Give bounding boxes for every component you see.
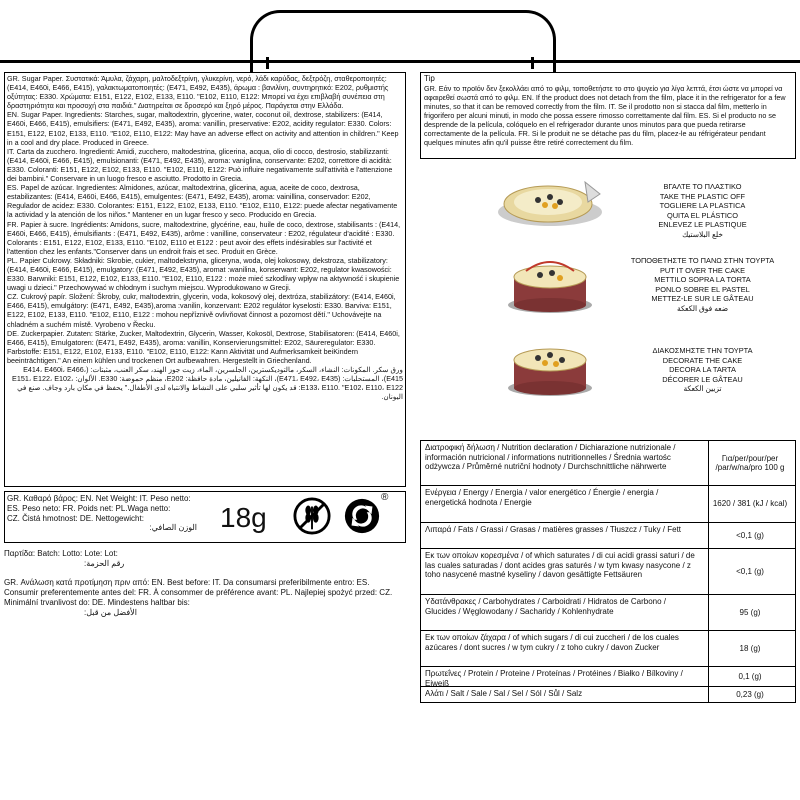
net-weight-line: GR. Καθαρό βάρος: EN. Net Weight: IT. Peso netto:	[7, 494, 191, 503]
nutrition-row	[421, 486, 795, 523]
registered-mark: ®	[381, 492, 389, 503]
net-weight-value: 18g	[220, 502, 267, 533]
batch-block	[4, 549, 404, 569]
nutrition-label: Υδατάνθρακες / Carbohydrates / Carboidrati / Hidratos de Carbono / Glucides / Węglowodany / Sacharidy / Kohlenhydrate	[425, 597, 667, 616]
nutrition-row	[421, 523, 795, 549]
step-3-ar: تزيين الكعكة	[683, 384, 722, 393]
ingredients-cz: CZ. Cukrový papír. Složení: Škroby, cukr, maltodextrin, glycerin, voda, kokosový olej, dextróza, stabilizátory: (E414, E460i, E466, E415), emulgátory: (E471, E492, E435),aroma :vanilin, konzervant: E202 regulátor kyselosti: E330. Barviva: E151, E122, E102, E133, E110. "E102, E110, E122 : mohou nepříznivě ovlivňovat činnost a pozornost dětí." Uchovávejte na chladném a suchém místě. Vyrobeno v Řecku.	[7, 292, 396, 329]
ingredients-box	[4, 72, 406, 487]
step-3-line: DÉCORER LE GÂTEAU	[662, 374, 743, 384]
step-3-line: DECORA LA TARTA	[669, 365, 736, 374]
net-weight-ar: الوزن الصافي:	[149, 523, 197, 533]
step-3-line: DECORATE THE CAKE	[662, 355, 743, 365]
step-3-image	[490, 338, 610, 398]
nutrition-row	[421, 549, 795, 595]
net-weight-box	[4, 491, 406, 543]
step-2-image	[490, 255, 610, 315]
ingredients-en: EN. Sugar Paper. Ingredients: Starches, sugar, maltodextrin, glycerine, water, coconut oil, dextrose, stabilizers: (E414, E460i, E466, E415), emulsifiers: (E471, E492, E435), aroma: vanillin, preservative: E202, acidity regulator: E330. Colors: E151, E122, E102, E133, E110. "E102, E110, E122: May have an adverse effect on activity and attention in children." Keep in a cool and dry place. Produced in Greece.	[7, 110, 399, 147]
net-weight-line: ES. Peso neto: FR. Poids net: PL.Waga netto:	[7, 503, 171, 513]
nutrition-value: 0,1 (g)	[738, 671, 762, 681]
ingredients-pl: PL. Papier Cukrowy. Składniki: Skrobie, cukier, maltodekstryna, gliceryna, woda, olej kokosowy, dekstroza, stabilizatory: (E414, E460i, E466, E415), emulgatory: (E471, E492, E435), aromat :wanilina, konserwant: E202, regulator kwasowości: E330. Barwniki: E151, E122, E102, E133, E110. "E102, E110, E122 : może mieć szkodliwy wpływ na aktywność i skupienie uwagi u dzieci." Przechowywać w chłodnym i suchym miejscu. Wyprodukowano w Grecji.	[7, 255, 400, 293]
best-before-ar: الأفضل من قبل:	[84, 608, 137, 617]
step-1-ar: خلع البلاستيك	[682, 229, 723, 239]
nutrition-value: 0,23 (g)	[736, 690, 764, 700]
nutrition-value: 95 (g)	[739, 607, 761, 617]
batch-ar: رقم الحزمة:	[84, 559, 125, 568]
step-2-line: METTEZ-LE SUR LE GÂTEAU	[651, 294, 754, 303]
ingredients-ar: ورق سكر. المكونات: النشاء، السكر، مالتوديكسترين، الجلسرين، الماء، زيت جوز الهند، سكر العنب، مثبتات: (E414، E460i، E466، E415)، المستحلبات: (E471، E492، E435)، النكهة: الفانيلين، مادة حافظة: E202، منظم حموضة: E330. الألوان: E151، E122، E102، E133، E110. "E102، E110، E122: قد يكون لها تأثير سلبي على النشاط والانتباه لدى الأطفال." يحفظ في مكان بارد وجاف. صنع في اليونان.	[12, 365, 403, 402]
nutrition-label: Λιπαρά / Fats / Grassi / Grasas / matières grasses / Tłuszcz / Tuky / Fett	[425, 525, 682, 534]
step-1-line: QUITA EL PLÁSTICO	[666, 210, 739, 220]
nutrition-table	[420, 440, 796, 703]
nutrition-label: Εκ των οποίων ζάχαρα / of which sugars / di cui zuccheri / de los cuales azúcares / dont sucres / w tym cukry / z toho cukry / davon Zucker	[425, 633, 679, 652]
bag-handle-outline	[250, 10, 556, 73]
nutrition-row	[421, 667, 795, 687]
nutrition-row	[421, 595, 795, 631]
nutrition-value: <0,1 (g)	[736, 530, 764, 540]
recycle-icon	[343, 497, 381, 535]
gluten-free-icon	[293, 497, 331, 535]
nutrition-header-label: Διατροφική δήλωση / Nutrition declaration / Dichiarazione nutrizionale / información nutricional / informations nutritionnelles / Średnia wartośc odżywcza / Průměrné nutriční hodnoty / Durchschnittliche nährwerte	[425, 443, 676, 471]
step-1-line: TAKE THE PLASTIC OFF	[659, 191, 746, 201]
step-3-text	[620, 346, 785, 394]
tip-title: Tip	[424, 74, 435, 83]
ingredients-gr: GR. Sugar Paper. Συστατικά: Άμυλα, ζάχαρη, μαλτοδεξτρίνη, γλυκερίνη, νερό, λάδι καρύδας, δεξτρόζη, σταθεροποιητές: (E414, E460i, E466, E415), γαλακτωματοποιητές: (E471, E492, E435), άρωμα : βανιλίνη, συντηρητικό: E202, ρυθμιστής οξύτητας: E330. Χρώματα: E151, E122, E102, E133, E110. "E102, E110, E122: Μπορεί να έχει επιβλαβή συνέπεια στη δραστηριότητα και προσοχή στα παιδιά." Διατηρείται σε δροσερό και ξηρό μέρος. Παράγεται στην Ελλάδα.	[7, 74, 389, 111]
nutrition-label: Αλάτι / Salt / Sale / Sal / Sel / Sól / Sůl / Salz	[425, 689, 583, 698]
nutrition-value: 18 (g)	[739, 643, 761, 653]
step-2-line: PUT IT OVER THE CAKE	[659, 265, 745, 275]
best-before-label: GR. Ανάλωση κατά προτίμηση πριν από: EN. Best before: IT. Da consumarsi preferibilmente entro: ES. Consumir preferentemente antes del: FR. À consommer de préférence avant: PL. Najlepiej spożyć przed: CZ. Minimální trvanlivost do: DE. Mindestens haltbar bis:	[4, 578, 393, 607]
nutrition-value: 1620 / 381 (kJ / kcal)	[712, 499, 788, 509]
ingredients-es: ES. Papel de azúcar. Ingredientes: Almidones, azúcar, maltodextrina, glicerina, agua, aceite de coco, dextrosa, estabilizantes: (E414, E460i, E466, E415), emulgentes: (E471, E492, E435), aroma: vainillina, conservador: E202, Regulador de acidez: E330. Colorantes: E151, E122, E102, E133, E110. "E102, E110, E122: puede afectar negativamente la actividad y la atención de los niños." Mantener en un lugar fresco y seco. Producido en Grecia.	[7, 183, 398, 220]
nutrition-label: Ενέργεια / Energy / Energia / valor energético / Énergie / energia / energetická hodnota / Energie	[425, 488, 659, 507]
batch-label: Παρτίδα: Batch: Lotto: Lote: Lot:	[4, 549, 118, 558]
step-2-text	[620, 256, 785, 313]
ingredients-de: DE. Zuckerpapier. Zutaten: Stärke, Zucker, Maltodextrin, Glycerin, Wasser, Kokosöl, Dextrose, Stabilisatoren: (E414, E460i, E466, E415), Emulgatoren: (E471, E492, E435), aroma: vanillin, Konservierungsmittel: E202, Säureregulator: E330. Farbstoffe: E151, E122, E102, E133, E110. "E102, E110, E122: Kann Aktivität und Aufmerksamkeit beiKindern beeinträchtigen." An einem kühlen und trockenen Ort aufbewahren. Hergestellt in Griechenland.	[7, 328, 400, 365]
best-before-block	[4, 578, 404, 618]
nutrition-row	[421, 631, 795, 667]
step-2-line: ΤΟΠΟΘΕΤΗΣΤΕ ΤΟ ΠΑΝΩ ΣΤΗΝ ΤΟΥΡΤΑ	[630, 256, 775, 265]
nutrition-header-row	[421, 441, 795, 486]
nutrition-header-value: Για/per/pour/per /par/w/na/pro 100 g	[715, 453, 785, 472]
nutrition-value: <0,1 (g)	[736, 566, 764, 576]
step-1-line: ENLEVEZ LE PLASTIQUE	[658, 220, 747, 229]
step-2-line: PONLO SOBRE EL PASTEL	[655, 284, 750, 294]
step-2-line: METTILO SOPRA LA TORTA	[654, 275, 751, 284]
step-1-image	[490, 172, 610, 232]
net-weight-line: CZ. Čistá hmotnost: DE. Nettogewicht:	[7, 513, 144, 523]
ingredients-fr: FR. Papier à sucre. Ingrédients: Amidons, sucre, maltodextrine, glycérine, eau, huile de coco, dextrose, stabilisants : (E414, E460i, E466, E415), émulsifiants : (E471, E492, E435), arôme : vanilline, conservateur : E202, régulateur d'acidité : E330. Colorants : E151, E122, E102, E133, E110. "E102, E110 et E122 : peut avoir des effets indésirables sur l'activité et l'attention chez les enfants."Conserver dans un endroit frais et sec. Produit en Grèce.	[7, 219, 401, 256]
ingredients-it: IT. Carta da zucchero. Ingredienti: Amidi, zucchero, maltodestrina, glicerina, acqua, olio di cocco, destrosio, stabilizzanti: (E414, E460i, E466, E415), emulsionanti: (E471, E492, E435), aroma: vaniglina, conservante: E202, correttore di acidità: E330. Coloranti: E151, E122, E102, E133, E110. "E102, E110, E122: Può influire negativamente sull'attività e l'attenzione dei bambini." Conservare in un luogo fresco e asciutto. Prodotto in Grecia.	[7, 146, 393, 184]
nutrition-label: Εκ των οποίων κορεσμένα / of which saturates / di cui acidi grassi saturi / de las cuales saturadas / dont acides gras saturés / w tym kwasy nasycone / z toho nasycené mastné kyseliny / davon gesättigte Fettsäuren	[425, 551, 695, 579]
step-1-line: TOGLIERE LA PLASTICA	[659, 201, 746, 210]
step-1-line: ΒΓΑΛΤΕ ΤΟ ΠΛΑΣΤΙΚΟ	[663, 182, 742, 191]
step-2-ar: ضعه فوق الكعكة	[677, 303, 728, 313]
step-3-line: ΔΙΑΚΟΣΜΗΣΤΕ ΤΗΝ ΤΟΥΡΤΑ	[652, 346, 753, 355]
nutrition-row	[421, 687, 795, 703]
tip-box	[420, 72, 796, 159]
bag-top-line	[0, 60, 800, 63]
step-1-text	[620, 182, 785, 239]
net-weight-labels	[7, 494, 197, 533]
nutrition-label: Πρωτεΐνες / Protein / Proteine / Proteínas / Protéines / Białko / Bílkoviny / Eiweiß	[425, 669, 683, 688]
tip-text: GR. Εάν το προϊόν δεν ξεκολλάει από το φιλμ, τοποθετήστε το στο ψυγείο για λίγα λεπτά, έτσι ώστε να μπορεί να αφαιρεθεί σωστά από το φιλμ. EN. If the product does not detach from the film, place it in the refrigerator for a few minutes, so that it can be removed correctly from the film. IT. Se il prodotto non si stacca dal film, metterlo in frigorifero per alcuni minuti, in modo che possa essere rimosso correttamente dal film. ES. Si el producto no se desprende de la película, colóquelo en el refrigerador durante unos minutos para que pueda retirarse correctamente de la película. FR. Si le produit ne se détache pas du film, placez-le au réfrigérateur pendant quelques minutes afin qu'il puisse être retiré correctement du film.	[424, 84, 786, 147]
